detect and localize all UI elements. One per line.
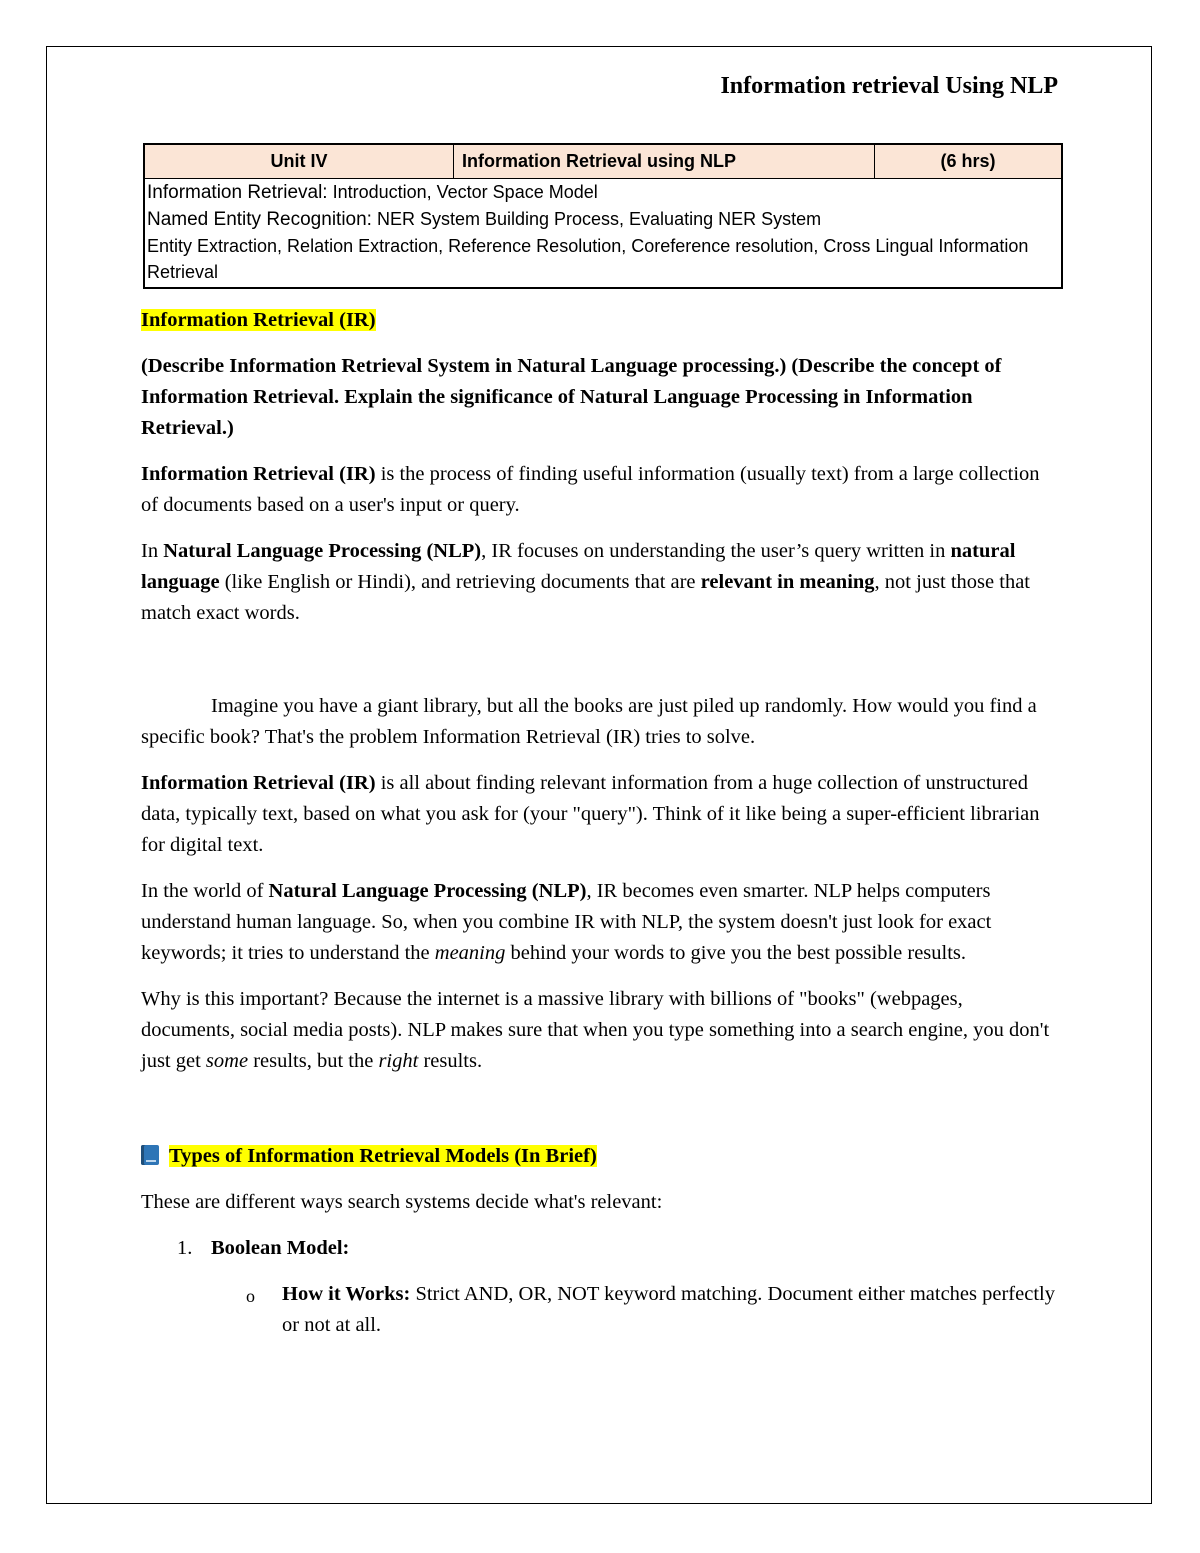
syllabus-content — [144, 179, 1062, 289]
book-icon — [141, 1145, 159, 1165]
list-item-title: Boolean Model: — [211, 1237, 350, 1259]
hours-cell: (6 hrs) — [875, 144, 1063, 179]
paragraph: Information Retrieval (IR) is all about finding relevant information from a huge collection of unstructured data, typically text, based on what you ask for (your "query"). Think of it like being a super-efficient librarian for digital text. — [141, 772, 1040, 856]
question-text: (Describe Information Retrieval System in Natural Language processing.) (Describe the concept of Information Retrieval. Explain the significance of Natural Language Processing in Information Retrieval.) — [141, 355, 1002, 439]
syllabus-content-row — [144, 179, 1062, 289]
paragraph: Imagine you have a giant library, but all the books are just piled up randomly. How would you find a specific book? That's the problem Information Retrieval (IR) tries to solve. — [141, 695, 1037, 748]
syllabus-line — [147, 179, 1059, 206]
paragraph: These are different ways search systems decide what's relevant: — [141, 1191, 663, 1213]
document-body — [141, 305, 1061, 1356]
unit-cell: Unit IV — [144, 144, 454, 179]
syllabus-line-text: NER System Building Process, Evaluating NER System — [371, 209, 822, 229]
syllabus-header-row — [144, 144, 1062, 179]
syllabus-line-text: Entity Extraction, Relation Extraction, Reference Resolution, Coreference resolution, Cross Lingual Information Retrieval — [147, 236, 1029, 282]
list-item — [141, 1233, 1061, 1264]
syllabus-line — [147, 233, 1059, 285]
syllabus-line — [147, 206, 1059, 233]
paragraph: Why is this important? Because the internet is a massive library with billions of "books" (webpages, documents, social media posts). NLP makes sure that when you type something into a search engine, you don't just get some results, but the right results. — [141, 988, 1050, 1072]
paragraph: Information Retrieval (IR) is the process of finding useful information (usually text) from a large collection of documents based on a user's input or query. — [141, 463, 1040, 516]
syllabus-table — [143, 143, 1063, 289]
list-number: 1. — [177, 1237, 193, 1259]
paragraph: In Natural Language Processing (NLP), IR focuses on understanding the user’s query written in natural language (like English or Hindi), and retrieving documents that are relevant in meaning, not just those that match exact words. — [141, 540, 1030, 624]
section-heading: Information Retrieval (IR) — [141, 309, 376, 331]
bullet-marker: o — [246, 1286, 255, 1306]
syllabus-line-text: Introduction, Vector Space Model — [327, 182, 598, 202]
sub-list-item: o How it Works: Strict AND, OR, NOT keyword matching. Document either matches perfectly or not at all. — [246, 1283, 1055, 1336]
section-heading: Types of Information Retrieval Models (In Brief) — [141, 1141, 1061, 1172]
syllabus-line-head: Named Entity Recognition: — [147, 209, 372, 230]
page-header-title: Information retrieval Using NLP — [720, 73, 1058, 99]
paragraph: In the world of Natural Language Processing (NLP), IR becomes even smarter. NLP helps computers understand human language. So, when you combine IR with NLP, the system doesn't just look for exact keywords; it tries to understand the meaning behind your words to give you the best possible results. — [141, 880, 992, 964]
syllabus-line-head: Information Retrieval: — [147, 182, 328, 203]
unit-title-cell: Information Retrieval using NLP — [454, 144, 875, 179]
